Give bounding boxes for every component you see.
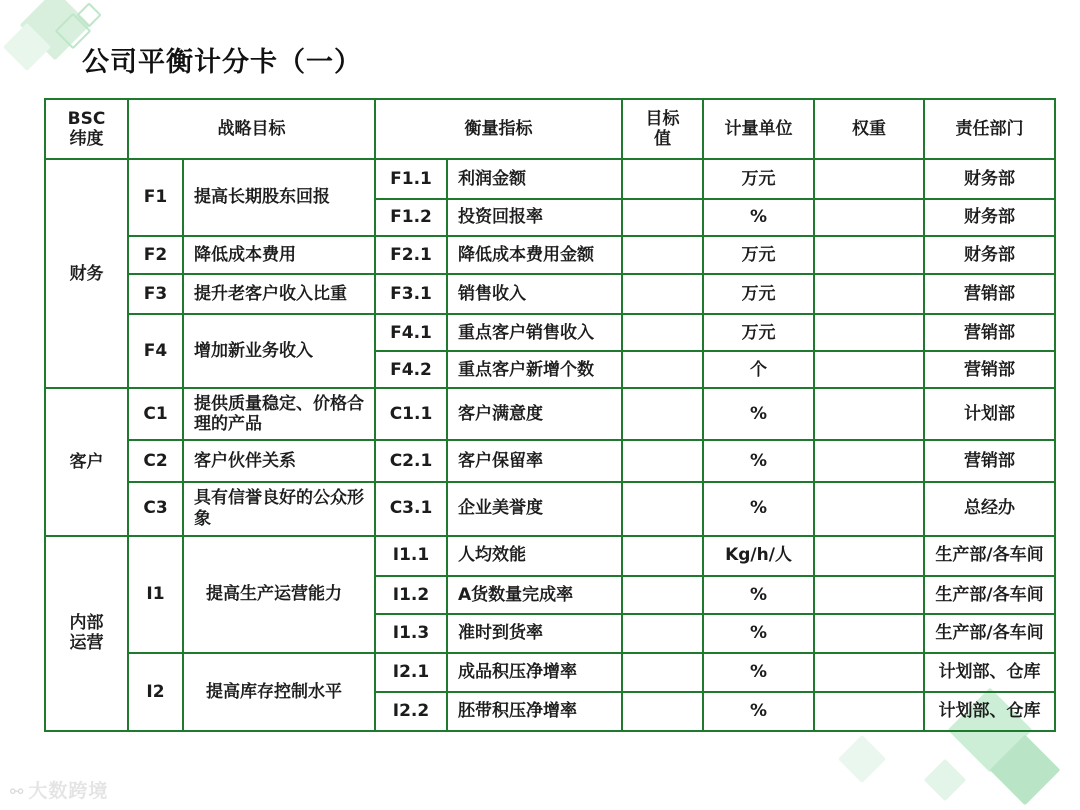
objective-code: F1 [128,159,183,236]
table-row [45,274,1055,314]
metric-name: 投资回报率 [447,199,622,236]
metric-code: F4.2 [375,351,447,388]
metric-name: 重点客户销售收入 [447,314,622,351]
target-cell [622,274,703,314]
unit-cell: % [703,440,814,481]
metric-code: I1.1 [375,536,447,576]
weight-cell [814,388,924,440]
target-cell [622,536,703,576]
metric-name: 胚带积压净增率 [447,692,622,731]
weight-cell [814,236,924,274]
dept-cell: 营销部 [924,351,1055,388]
dimension-finance: 财务 [45,159,128,388]
metric-code: F1.1 [375,159,447,199]
objective-code: C1 [128,388,183,440]
header-dept: 责任部门 [924,99,1055,159]
weight-cell [814,159,924,199]
metric-code: F4.1 [375,314,447,351]
table-row [45,314,1055,351]
metric-code: F1.2 [375,199,447,236]
target-cell [622,236,703,274]
page-title: 公司平衡计分卡（一） [82,47,362,78]
target-cell [622,159,703,199]
dept-cell: 营销部 [924,440,1055,481]
metric-code: I1.3 [375,614,447,653]
objective-code: I2 [128,653,183,731]
metric-name: 利润金额 [447,159,622,199]
objective-code: I1 [128,536,183,653]
objective-name: 提供质量稳定、价格合理的产品 [183,388,375,440]
header-dimension: BSC 纬度 [45,99,128,159]
decor-square [838,735,886,783]
unit-cell: % [703,653,814,692]
objective-name: 提高生产运营能力 [183,536,375,653]
header-metric: 衡量指标 [375,99,622,159]
weight-cell [814,274,924,314]
unit-cell: % [703,199,814,236]
target-cell [622,199,703,236]
metric-name: 成品积压净增率 [447,653,622,692]
header-unit: 计量单位 [703,99,814,159]
objective-name: 降低成本费用 [183,236,375,274]
metric-name: 重点客户新增个数 [447,351,622,388]
dept-cell: 生产部/各车间 [924,576,1055,614]
target-cell [622,576,703,614]
table-row [45,388,1055,440]
dept-cell: 财务部 [924,159,1055,199]
balanced-scorecard-table [44,98,1056,732]
table-row [45,482,1055,536]
unit-cell: % [703,482,814,536]
table-row [45,440,1055,481]
table-row [45,236,1055,274]
dept-cell: 计划部 [924,388,1055,440]
objective-code: C3 [128,482,183,536]
unit-cell: % [703,576,814,614]
weight-cell [814,692,924,731]
target-cell [622,653,703,692]
metric-code: I1.2 [375,576,447,614]
dimension-operations: 内部 运营 [45,536,128,731]
target-cell [622,314,703,351]
weight-cell [814,314,924,351]
objective-name: 提升老客户收入比重 [183,274,375,314]
target-cell [622,614,703,653]
objective-code: F4 [128,314,183,388]
weight-cell [814,482,924,536]
unit-cell: Kg/h/人 [703,536,814,576]
header-row [45,99,1055,159]
target-cell [622,351,703,388]
metric-code: I2.1 [375,653,447,692]
metric-code: C1.1 [375,388,447,440]
watermark-text: 大数跨境 [28,780,109,802]
dept-cell: 生产部/各车间 [924,536,1055,576]
objective-name: 提高长期股东回报 [183,159,375,236]
metric-code: C3.1 [375,482,447,536]
dept-cell: 生产部/各车间 [924,614,1055,653]
objective-name: 提高库存控制水平 [183,653,375,731]
watermark [10,776,108,803]
dept-cell: 营销部 [924,274,1055,314]
dept-cell: 财务部 [924,236,1055,274]
dept-cell: 计划部、仓库 [924,653,1055,692]
objective-code: F3 [128,274,183,314]
weight-cell [814,614,924,653]
logo-icon: ⚯ [10,782,25,801]
dept-cell: 总经办 [924,482,1055,536]
metric-name: 人均效能 [447,536,622,576]
metric-name: 准时到货率 [447,614,622,653]
table-row [45,159,1055,199]
unit-cell: 万元 [703,274,814,314]
objective-name: 客户伙伴关系 [183,440,375,481]
metric-name: A货数量完成率 [447,576,622,614]
header-weight: 权重 [814,99,924,159]
header-objective: 战略目标 [128,99,375,159]
metric-code: F3.1 [375,274,447,314]
dimension-customer: 客户 [45,388,128,535]
unit-cell: % [703,388,814,440]
metric-name: 客户保留率 [447,440,622,481]
unit-cell: 万元 [703,159,814,199]
unit-cell: 万元 [703,236,814,274]
unit-cell: 个 [703,351,814,388]
dept-cell: 财务部 [924,199,1055,236]
decor-square [924,759,966,801]
metric-name: 降低成本费用金额 [447,236,622,274]
objective-name: 具有信誉良好的公众形象 [183,482,375,536]
target-cell [622,388,703,440]
target-cell [622,482,703,536]
dept-cell: 营销部 [924,314,1055,351]
metric-name: 企业美誉度 [447,482,622,536]
weight-cell [814,653,924,692]
unit-cell: % [703,692,814,731]
objective-code: F2 [128,236,183,274]
metric-code: C2.1 [375,440,447,481]
unit-cell: % [703,614,814,653]
dept-cell: 计划部、仓库 [924,692,1055,731]
metric-name: 销售收入 [447,274,622,314]
weight-cell [814,440,924,481]
table-row [45,653,1055,692]
table-row [45,536,1055,576]
header-target: 目标 值 [622,99,703,159]
metric-code: F2.1 [375,236,447,274]
metric-code: I2.2 [375,692,447,731]
target-cell [622,440,703,481]
objective-code: C2 [128,440,183,481]
weight-cell [814,351,924,388]
weight-cell [814,536,924,576]
metric-name: 客户满意度 [447,388,622,440]
target-cell [622,692,703,731]
weight-cell [814,576,924,614]
weight-cell [814,199,924,236]
objective-name: 增加新业务收入 [183,314,375,388]
unit-cell: 万元 [703,314,814,351]
